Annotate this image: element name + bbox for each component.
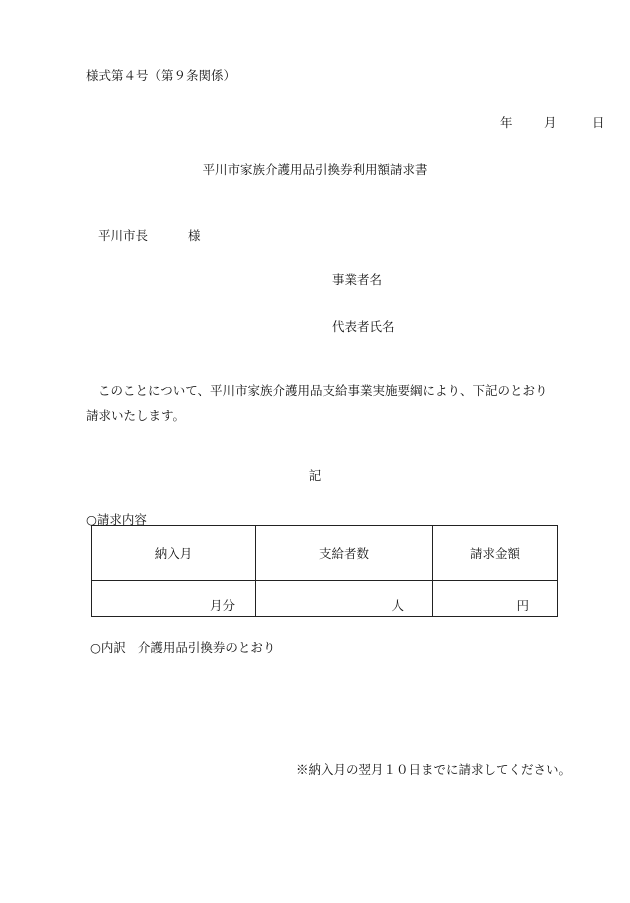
date-day-label: 日 <box>592 115 605 130</box>
addressee <box>98 226 201 244</box>
table-value-row <box>92 581 558 617</box>
ki-heading: 記 <box>308 468 322 483</box>
header-recipient-count: 支給者数 <box>256 526 433 581</box>
breakdown-value: 介護用品引換券のとおり <box>137 640 276 655</box>
delivery-month-cell: 月分 <box>92 581 256 617</box>
request-table <box>91 525 558 617</box>
submission-note: ※納入月の翌月１０日までに請求してください。 <box>296 762 572 777</box>
recipient-count-cell: 人 <box>256 581 433 617</box>
breakdown-label: ○内訳 <box>90 640 126 655</box>
body-text <box>86 378 548 428</box>
header-delivery-month: 納入月 <box>92 526 256 581</box>
header-request-amount: 請求金額 <box>433 526 558 581</box>
date-month-label: 月 <box>544 115 557 130</box>
document-title: 平川市家族介護用品引換券利用額請求書 <box>202 162 428 177</box>
body-text-line-1: このことについて、平川市家族介護用品支給事業実施要綱により、下記のとおり <box>98 383 548 398</box>
date-year-label: 年 <box>500 115 513 130</box>
date-line <box>500 113 605 131</box>
addressee-name: 平川市長 <box>98 228 149 243</box>
form-number: 様式第４号（第９条関係） <box>86 68 237 83</box>
request-amount-cell: 円 <box>433 581 558 617</box>
representative-name-label: 代表者氏名 <box>332 319 395 334</box>
addressee-honorific: 様 <box>188 228 201 243</box>
business-name-label: 事業者名 <box>332 272 383 287</box>
body-text-line-2: 請求いたします。 <box>86 408 186 423</box>
table-header-row <box>92 526 558 581</box>
breakdown <box>90 638 275 656</box>
request-section-label: ○請求内容 <box>86 512 147 527</box>
